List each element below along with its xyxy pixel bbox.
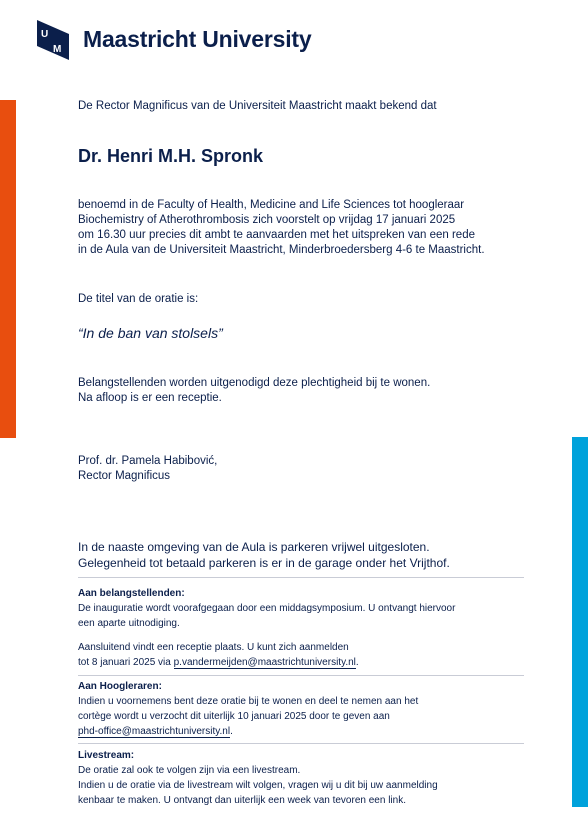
appointment-line: benoemd in de Faculty of Health, Medicine and Life Sciences tot hoogleraar xyxy=(78,199,465,211)
reception-deadline-text: tot 8 januari 2025 via xyxy=(78,657,174,668)
signatory-role: Rector Magnificus xyxy=(78,470,171,482)
appointment-line: in de Aula van de Universiteit Maastricht, Minderbroedersberg 4-6 te Maastricht. xyxy=(78,244,485,256)
section-divider xyxy=(78,577,524,578)
oration-title: “In de ban van stolsels” xyxy=(78,325,223,341)
invitation-line: Na afloop is er een receptie. xyxy=(78,392,222,404)
oration-label: De titel van de oratie is: xyxy=(78,293,199,305)
um-logo-icon xyxy=(37,20,69,60)
livestream-line: kenbaar te maken. U ontvangt dan uiterlijk een week van tevoren een link. xyxy=(78,795,406,806)
professor-name: Dr. Henri M.H. Spronk xyxy=(78,146,264,166)
parking-notice xyxy=(78,539,450,571)
professors-line: cortège wordt u verzocht dit uiterlijk 10 januari 2025 door te geven aan xyxy=(78,711,390,722)
reception-email-link[interactable]: p.vandermeijden@maastrichtuniversity.nl xyxy=(173,657,356,668)
reception-line: Aansluitend vindt een receptie plaats. U kunt zich aanmelden xyxy=(78,642,349,653)
section-divider xyxy=(78,675,524,676)
reception-registration-line xyxy=(78,655,359,670)
university-logo xyxy=(37,20,312,60)
professors-heading: Aan Hoogleraren: xyxy=(78,681,162,692)
interested-heading: Aan belangstellenden: xyxy=(78,588,185,599)
section-divider xyxy=(78,743,524,744)
reception-suffix: . xyxy=(355,657,359,668)
signatory xyxy=(78,454,217,484)
livestream-line: De oratie zal ook te volgen zijn via een livestream. xyxy=(78,765,301,776)
professors-email-line xyxy=(78,724,418,739)
intro-text: De Rector Magnificus van de Universiteit Maastricht maakt bekend dat xyxy=(78,100,437,112)
interested-line: een aparte uitnodiging. xyxy=(78,618,180,629)
reception-section xyxy=(78,640,359,670)
logo-text: Maastricht University xyxy=(83,26,312,52)
appointment-paragraph xyxy=(78,198,485,258)
interested-section xyxy=(78,586,455,631)
livestream-heading: Livestream: xyxy=(78,750,135,761)
livestream-line: Indien u de oratie via de livestream wilt volgen, vragen wij u dit bij uw aanmelding xyxy=(78,780,438,791)
appointment-line: Biochemistry of Atherothrombosis zich voorstelt op vrijdag 17 januari 2025 xyxy=(78,214,456,226)
professors-line: Indien u voornemens bent deze oratie bij te wonen en deel te nemen aan het xyxy=(78,696,419,707)
parking-line: Gelegenheid tot betaald parkeren is er in de garage onder het Vrijthof. xyxy=(78,556,450,570)
invitation-paragraph xyxy=(78,376,430,406)
professors-section xyxy=(78,679,418,739)
orange-accent-bar xyxy=(0,100,16,438)
blue-accent-bar xyxy=(572,437,588,807)
parking-line: In de naaste omgeving van de Aula is parkeren vrijwel uitgesloten. xyxy=(78,540,430,554)
invitation-line: Belangstellenden worden uitgenodigd deze plechtigheid bij te wonen. xyxy=(78,377,431,389)
logo-letter-u: U xyxy=(41,29,49,40)
livestream-section xyxy=(78,748,438,808)
appointment-line: om 16.30 uur precies dit ambt te aanvaarden met het uitspreken van een rede xyxy=(78,229,475,241)
phd-office-email-link[interactable]: phd-office@maastrichtuniversity.nl xyxy=(78,726,231,737)
logo-letter-m: M xyxy=(53,44,62,55)
interested-line: De inauguratie wordt voorafgegaan door een middagsymposium. U ontvangt hiervoor xyxy=(78,603,456,614)
professors-suffix: . xyxy=(230,726,233,737)
signatory-name: Prof. dr. Pamela Habibović, xyxy=(78,455,218,467)
